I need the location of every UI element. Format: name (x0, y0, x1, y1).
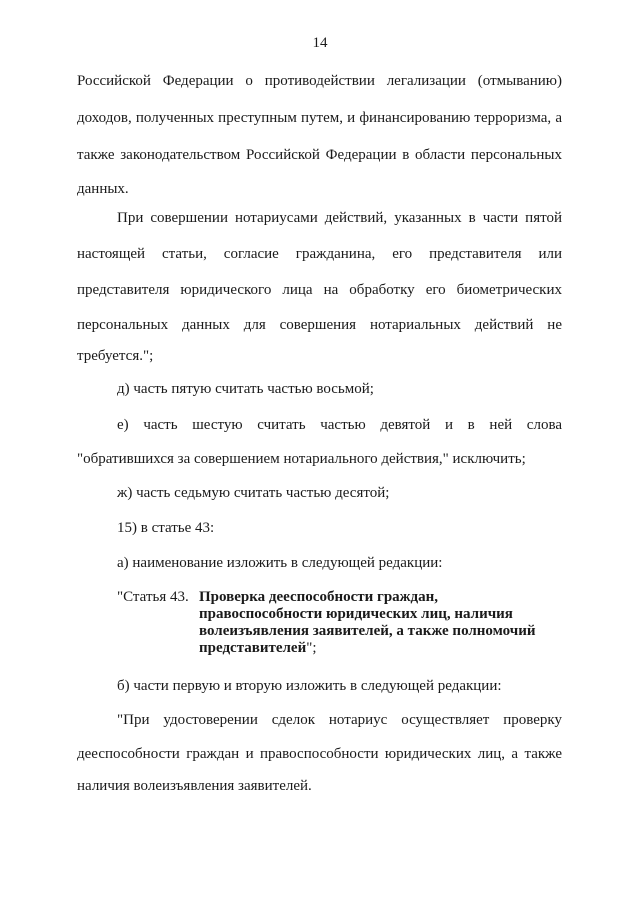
list-item-15: 15) в статье 43: (117, 520, 215, 536)
list-item-e-continuation: "обратившихся за совершением нотариального действия," исключить; (77, 451, 526, 467)
paragraph-line: представителя юридического лица на обработку его биометрических (77, 282, 562, 298)
article-label: "Статья 43. (117, 589, 189, 605)
list-item-d: д) часть пятую считать частью восьмой; (117, 381, 374, 397)
paragraph-line: требуется."; (77, 348, 154, 364)
article-title (199, 589, 569, 657)
list-item-a: а) наименование изложить в следующей редакции: (117, 555, 443, 571)
paragraph-line: "При удостоверении сделок нотариус осуществляет проверку (117, 712, 562, 728)
paragraph-line: персональных данных для совершения нотариальных действий не (77, 317, 562, 333)
paragraph-line: данных. (77, 181, 129, 197)
article-title-line: Проверка дееспособности граждан, (199, 589, 439, 605)
paragraph-line: дееспособности граждан и правоспособности юридических лиц, а также (77, 746, 562, 762)
list-item-b: б) части первую и вторую изложить в следующей редакции: (117, 678, 502, 694)
paragraph-line: доходов, полученных преступным путем, и финансированию терроризма, а (77, 110, 562, 126)
list-item-zh: ж) часть седьмую считать частью десятой; (117, 485, 390, 501)
page-number: 14 (312, 35, 328, 51)
article-title-line: правоспособности юридических лиц, наличия (199, 606, 513, 622)
list-item-e: е) часть шестую считать частью девятой и в ней слова (117, 417, 562, 433)
paragraph-line: При совершении нотариусами действий, указанных в части пятой (117, 210, 562, 226)
paragraph-line: настоящей статьи, согласие гражданина, его представителя или (77, 246, 562, 262)
paragraph-line: также законодательством Российской Федерации в области персональных (77, 147, 562, 163)
article-title-line: волеизъявления заявителей, а также полномочий (199, 623, 536, 639)
article-title-line: представителей"; (199, 640, 317, 656)
paragraph-line: наличия волеизъявления заявителей. (77, 778, 312, 794)
article-title-tail: "; (306, 640, 317, 656)
paragraph-line: Российской Федерации о противодействии легализации (отмыванию) (77, 73, 562, 89)
